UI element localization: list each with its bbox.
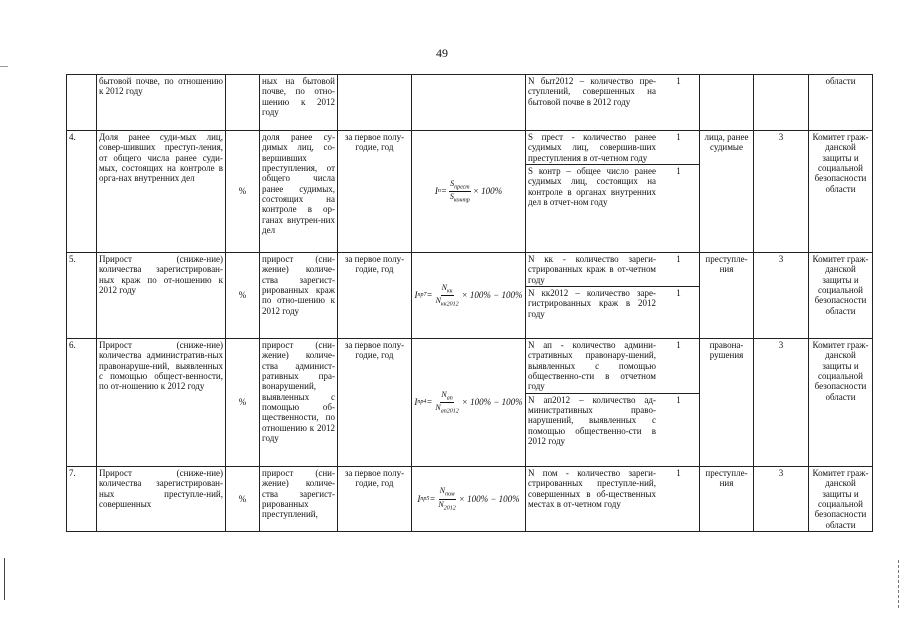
formula-fraction (449, 179, 471, 205)
denominator-sub: кк2012 (440, 301, 459, 308)
variable-value: 1 (676, 132, 681, 142)
table-row (67, 253, 873, 339)
indicator-definition: прирост (сни-жение) количе-ства админист-ративных пра-вонарушений, выявленных с помощью об-щественности, по отношению к 2012 году (260, 339, 338, 467)
formula-denominator (435, 296, 460, 308)
formula-numerator (441, 283, 454, 296)
formula-numerator (439, 486, 456, 499)
denominator-symbol: N (435, 296, 441, 305)
indicator-definition: прирост (сни-жение) количе-ства зарегист-рированных преступлений, (260, 467, 338, 532)
formula-numerator (449, 179, 471, 192)
variable-description: N ап - количество админи-стративных правонару-шений, выявленных с помощью общественно-сти в отчетном году (528, 340, 656, 392)
variables-table (526, 253, 699, 320)
formula-fraction (437, 486, 456, 512)
weight-cell: 3 (754, 467, 809, 532)
indicator-definition: ных на бытовой почве, по отно-шению к 2012 году (260, 75, 338, 131)
table-row (67, 339, 873, 467)
formula-tail: × 100% (472, 186, 503, 197)
variables-cell (526, 339, 700, 467)
formula-denominator (437, 500, 456, 512)
formula-cell (412, 339, 526, 467)
variable-value: 1 (658, 393, 699, 447)
row-number: 4. (67, 131, 97, 253)
numerator-sub: ап (446, 395, 453, 402)
row-number: 5. (67, 253, 97, 339)
basis-cell: преступле-ния (700, 467, 754, 532)
variables-table (526, 467, 699, 510)
formula-fraction (434, 390, 459, 416)
variable-description: N кк - количество зареги-стрированных краж в от-четном году (528, 254, 656, 285)
variable-value: 1 (676, 76, 681, 86)
numerator-symbol: N (439, 486, 445, 496)
numerator-symbol: N (441, 282, 447, 292)
variable-description: S прест - количество ранее судимых лиц, совершив-ших преступления в от-четном году (528, 132, 656, 163)
indicator-name: Прирост (сниже-ние) количества зарегистрирован-ных преступле-ний, совершенных (97, 467, 226, 532)
variables-table (526, 131, 699, 208)
variable-value: 1 (658, 165, 699, 209)
formula-lhs-sub: пр7 (417, 292, 427, 299)
row-number: 6. (67, 339, 97, 467)
formula-cell (412, 75, 526, 131)
weight-cell (754, 75, 809, 131)
variable-value: 1 (658, 287, 699, 321)
variable-row (526, 339, 699, 393)
indicator-name: бытовой почве, по отношению к 2012 году (97, 75, 226, 131)
formula-lhs-sub: п (437, 188, 441, 195)
basis-cell: преступле-ния (700, 253, 754, 339)
row-number: 7. (67, 467, 97, 532)
formula (414, 283, 523, 309)
numerator-sub: кк (446, 288, 453, 295)
unit-cell (226, 75, 260, 131)
numerator-symbol: N (441, 389, 447, 399)
numerator-symbol: S (450, 178, 455, 188)
variable-description: N ап2012 – количество ад-министративных право-нарушений, выявленных с помощью общественно-сти в 2012 году (528, 394, 656, 447)
numerator-sub: пом (444, 491, 455, 498)
variable-description: N кк2012 – количество заре-гистрированных краж в 2012 году (528, 288, 656, 319)
variable-description: N быт2012 – количество пре-ступлений, совершенных на бытовой почве в 2012 году (528, 76, 656, 107)
variable-row (526, 131, 699, 165)
indicator-definition: прирост (сни-жение) количе-ства зарегист-рированных краж по отно-шению к 2012 году (260, 253, 338, 339)
weight-cell: 3 (754, 339, 809, 467)
variable-value: 1 (676, 254, 681, 264)
formula (414, 179, 523, 205)
table-row (67, 131, 873, 253)
denominator-sub: ап2012 (440, 408, 459, 415)
formula-lhs: I (414, 290, 418, 301)
variable-description: N пом - количество зареги-стрированных преступле-ний, совершенных в об-щественных местах в от-четном году (528, 468, 656, 510)
indicator-name: Прирост (сниже-ние) количества зарегистрирован-ных краж по от-ношению к 2012 году (97, 253, 226, 339)
numerator-sub: прест (454, 184, 470, 191)
period-cell: за первое полу-годие, год (338, 131, 412, 253)
formula-tail: × 100% − 100% (461, 397, 523, 408)
indicator-name: Доля ранее суди-мых лиц, совер-шивших преступ-ления, от общего числа ранее суди-мых, состоящих на контроле в орга-нах внутренних дел (97, 131, 226, 253)
formula-eq: = (426, 397, 433, 408)
formula (414, 390, 523, 416)
denominator-sub: 2012 (443, 505, 456, 512)
scan-edge-mark (4, 558, 5, 600)
table-row (67, 75, 873, 131)
variable-row (526, 165, 699, 209)
weight-cell: 3 (754, 131, 809, 253)
responsible-cell: области (809, 75, 873, 131)
indicator-name: Прирост (сниже-ние) количества административ-ных правонаруше-ний, выявленных с помощью общест-венности, по от-ношению к 2012 году (97, 339, 226, 467)
variable-value: 1 (676, 468, 681, 478)
unit-cell: % (226, 467, 260, 532)
formula (414, 486, 523, 512)
variable-row (526, 75, 699, 108)
variables-cell (526, 131, 700, 253)
weight-cell: 3 (754, 253, 809, 339)
responsible-cell: Комитет граж-данской защиты и социальной безопасности области (809, 339, 873, 467)
variable-description: S контр – общее число ранее судимых лиц, состоящих на контроле в органах внутренних дел в отчет-ном году (528, 166, 656, 208)
unit-cell: % (226, 253, 260, 339)
formula-cell (412, 467, 526, 532)
row-number (67, 75, 97, 131)
table-row (67, 467, 873, 532)
variable-row (526, 393, 699, 447)
formula-lhs: I (414, 397, 418, 408)
variables-table (526, 75, 699, 108)
indicator-definition: доля ранее су-димых лиц, со-вершивших преступления, от общего числа ранее судимых, состоящих на контроле в ор-ганах внутрен-них дел (260, 131, 338, 253)
responsible-cell: Комитет граж-данской защиты и социальной безопасности области (809, 253, 873, 339)
responsible-cell: Комитет граж-данской защиты и социальной безопасности области (809, 131, 873, 253)
indicator-table (66, 74, 873, 532)
scan-edge-mark-right (898, 560, 900, 608)
margin-mark (0, 66, 8, 67)
unit-cell: % (226, 131, 260, 253)
variable-value: 1 (676, 340, 681, 350)
variables-cell (526, 467, 700, 532)
period-cell: за первое полу-годие, год (338, 467, 412, 532)
formula-tail: × 100% − 100% (461, 290, 523, 301)
formula-denominator (434, 403, 459, 415)
denominator-symbol: N (438, 499, 444, 509)
variable-row (526, 467, 699, 510)
formula-cell (412, 131, 526, 253)
variables-table (526, 339, 699, 447)
variables-cell (526, 75, 700, 131)
period-cell (338, 75, 412, 131)
formula-eq: = (426, 290, 433, 301)
formula-denominator (449, 192, 471, 204)
basis-cell: правона-рушения (700, 339, 754, 467)
formula-lhs: I (417, 493, 421, 504)
formula-fraction (435, 283, 460, 309)
variable-row (526, 287, 699, 321)
basis-cell (700, 75, 754, 131)
page-number: 49 (436, 46, 448, 60)
formula-eq: = (429, 493, 436, 504)
unit-cell: % (226, 339, 260, 467)
formula-tail: × 100% − 100% (458, 493, 520, 504)
formula-eq: = (440, 186, 447, 197)
denominator-symbol: S (449, 192, 454, 201)
formula-lhs-sub: пр4 (417, 399, 427, 406)
basis-cell: лица, ранее судимые (700, 131, 754, 253)
denominator-symbol: N (435, 403, 441, 412)
variable-row (526, 253, 699, 287)
responsible-cell: Комитет граж-данской защиты и социальной безопасности области (809, 467, 873, 532)
variables-cell (526, 253, 700, 339)
denominator-sub: контр (453, 197, 470, 204)
period-cell: за первое полу-годие, год (338, 253, 412, 339)
formula-cell (412, 253, 526, 339)
formula-lhs-sub: пр5 (420, 495, 430, 502)
formula-numerator (440, 390, 453, 403)
period-cell: за первое полу-годие, год (338, 339, 412, 467)
formula-lhs: I (434, 186, 438, 197)
